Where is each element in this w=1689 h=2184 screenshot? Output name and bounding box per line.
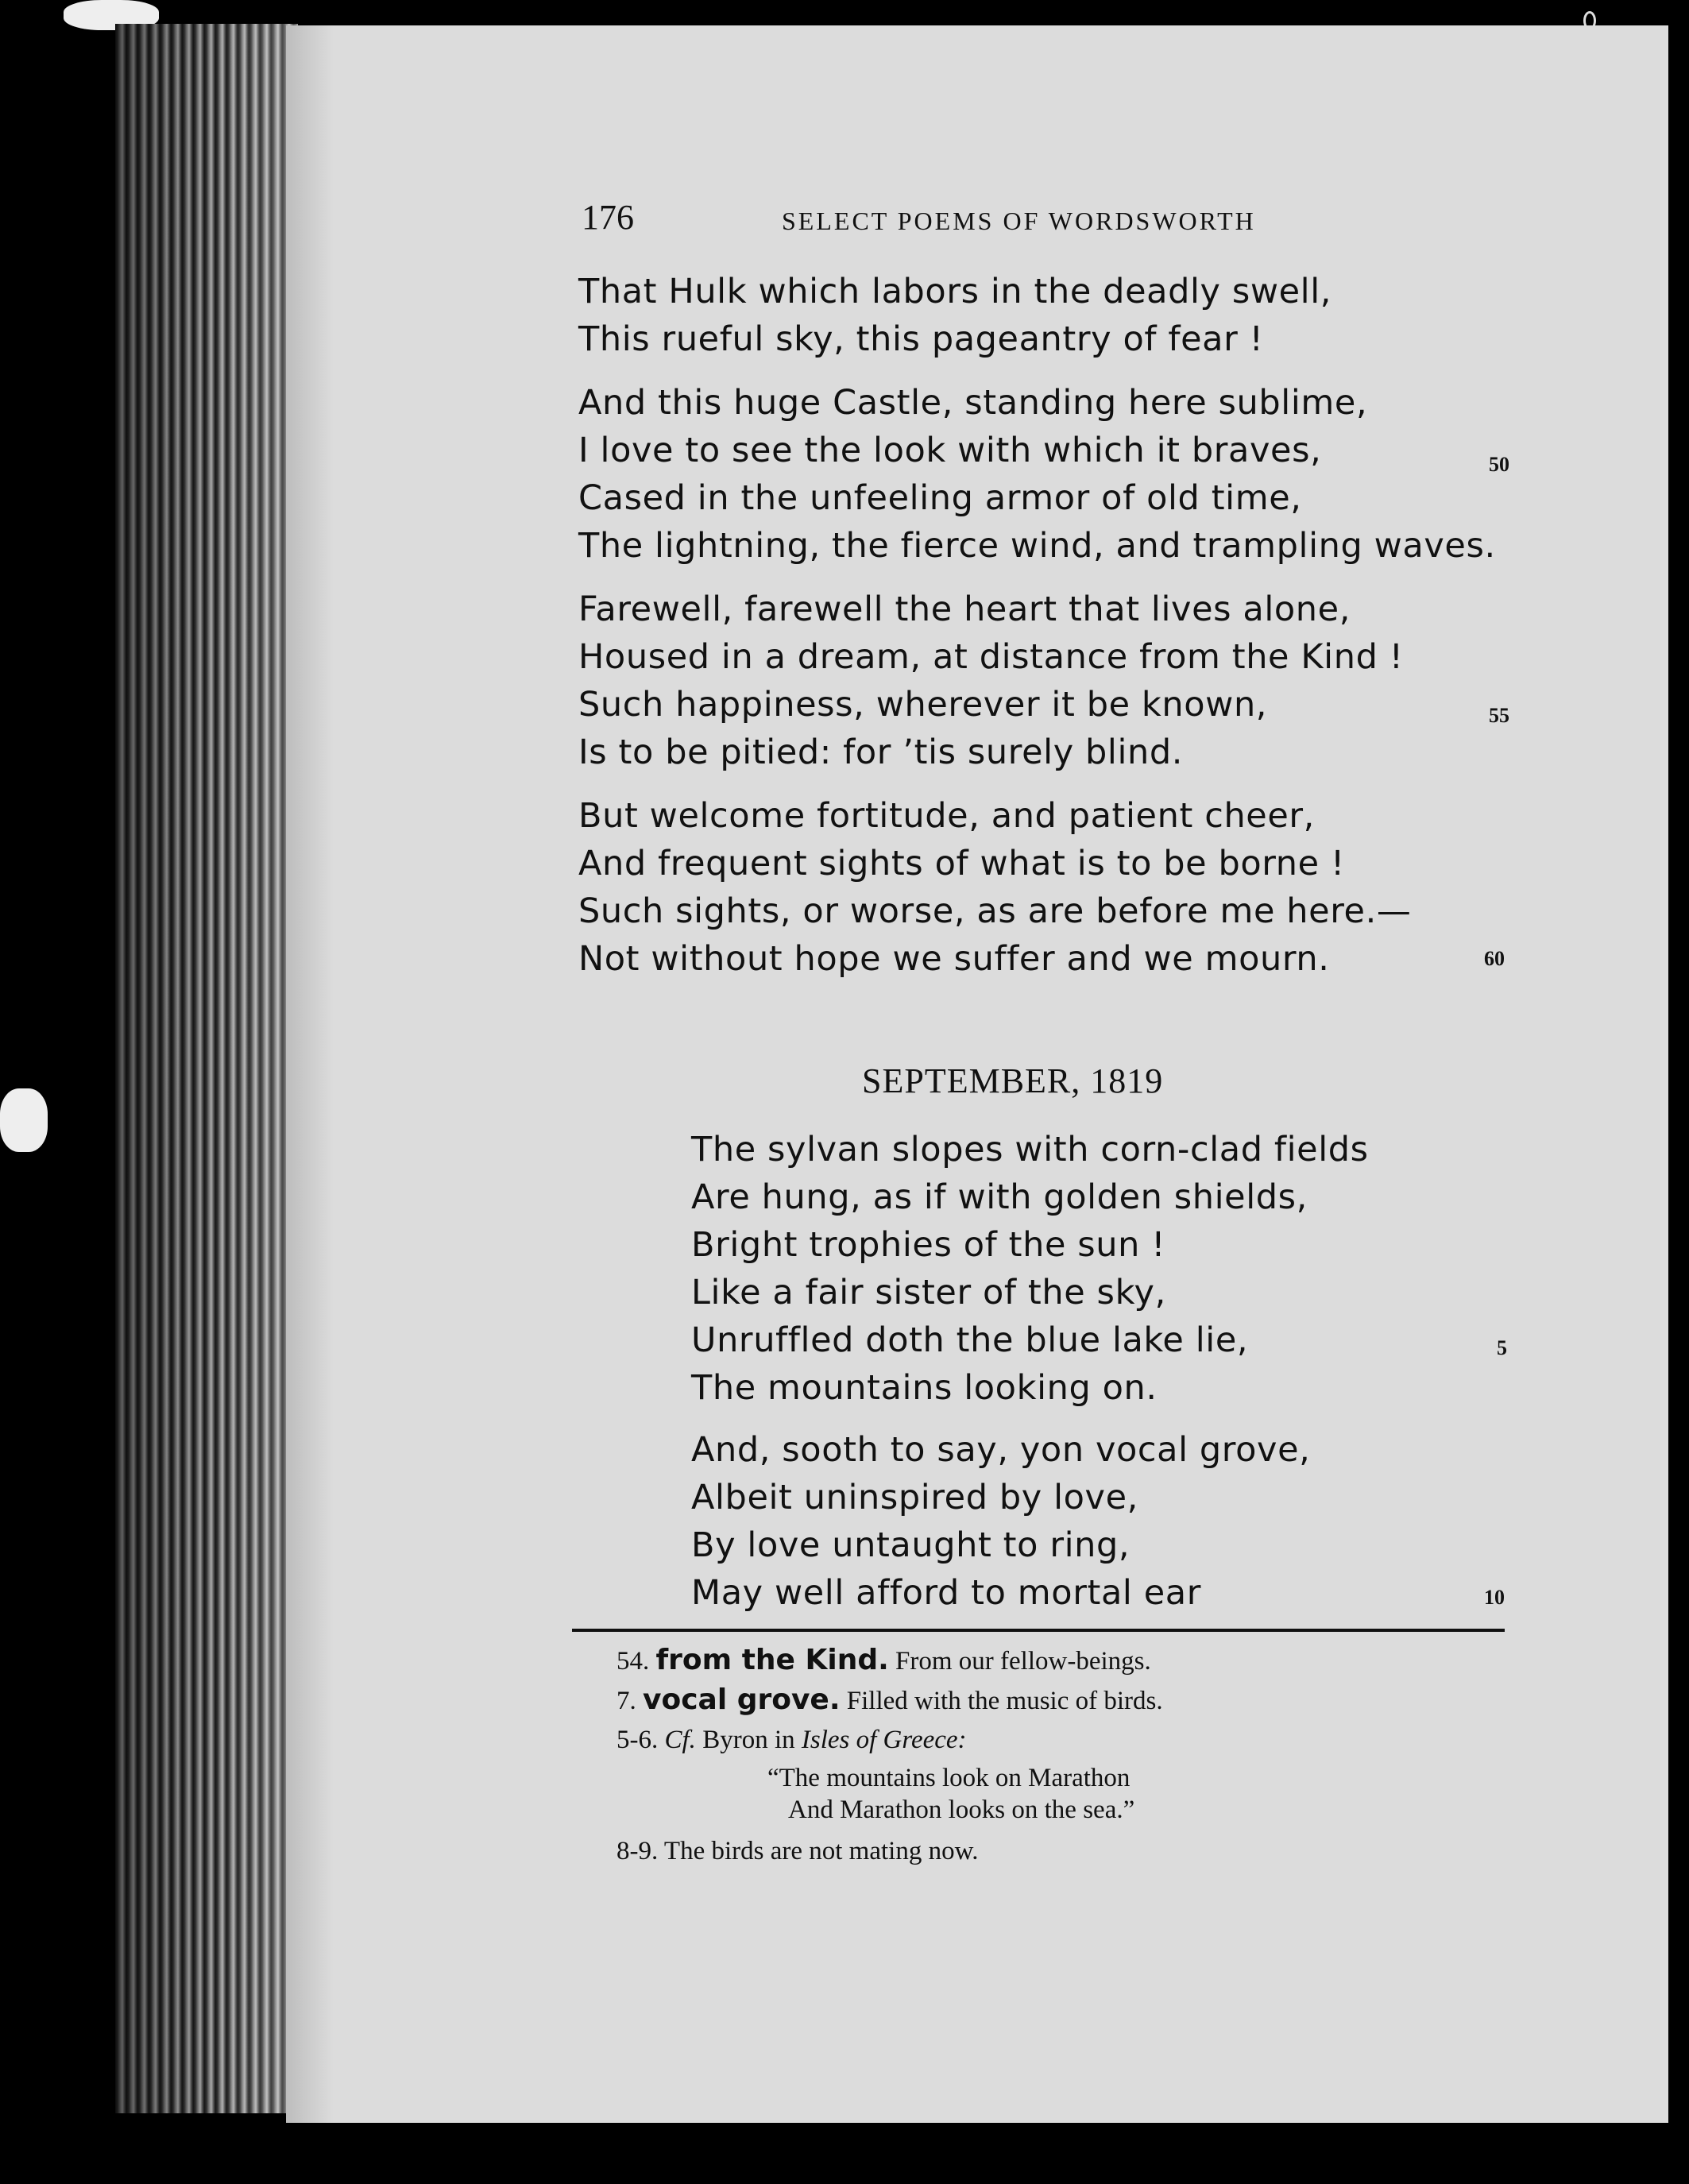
verse-line: Is to be pitied: for ’tis surely blind. — [578, 733, 1184, 772]
verse-line: Unruffled doth the blue lake lie, — [691, 1320, 1249, 1360]
line-number: 55 — [1489, 704, 1509, 727]
verse-line: By love untaught to ring, — [691, 1525, 1131, 1565]
verse-line: Not without hope we suffer and we mourn. — [578, 939, 1330, 979]
footnote-ref: 8-9. — [616, 1837, 659, 1865]
scan-speck — [0, 1088, 48, 1152]
footnote-term: vocal grove. — [643, 1683, 841, 1716]
verse-line: Housed in a dream, at distance from the Kind ! — [578, 637, 1404, 677]
verse-line: And, sooth to say, yon vocal grove, — [691, 1430, 1311, 1470]
footnote — [616, 1722, 967, 1757]
verse-line: May well afford to mortal ear — [691, 1573, 1201, 1613]
footnote-ref: 54. — [616, 1647, 650, 1676]
footnote-ref: 7. — [616, 1687, 636, 1715]
page-edges — [115, 24, 298, 2113]
verse-line: But welcome fortitude, and patient cheer, — [578, 796, 1315, 836]
running-head — [582, 197, 1320, 245]
quote-line: “The mountains look on Marathon — [767, 1764, 1131, 1792]
footnote-text: From our fellow-beings. — [895, 1647, 1151, 1676]
verse-line: Such happiness, wherever it be known, — [578, 685, 1268, 725]
verse-line: The lightning, the fierce wind, and trampling waves. — [578, 526, 1496, 566]
footnote-text: Filled with the music of birds. — [846, 1687, 1163, 1715]
line-number: 5 — [1497, 1336, 1507, 1359]
verse-line: The mountains looking on. — [691, 1368, 1158, 1408]
footnote — [616, 1834, 979, 1869]
verse-line: Albeit uninspired by love, — [691, 1478, 1138, 1517]
footnote-rule — [572, 1629, 1505, 1632]
verse-line: Are hung, as if with golden shields, — [691, 1177, 1308, 1217]
verse-line: Cased in the unfeeling armor of old time, — [578, 478, 1302, 518]
footnote — [616, 1683, 1163, 1718]
running-title: SELECT POEMS OF WORDSWORTH — [782, 207, 1256, 235]
footnote-term: Cf. — [664, 1726, 696, 1754]
verse-line: I love to see the look with which it braves, — [578, 431, 1322, 470]
verse-line: Like a fair sister of the sky, — [691, 1273, 1166, 1312]
poem-title: SEPTEMBER, 1819 — [862, 1061, 1164, 1100]
footnote — [616, 1643, 1151, 1679]
verse-line: And frequent sights of what is to be borne ! — [578, 844, 1345, 883]
verse-line: Such sights, or worse, as are before me here.— — [578, 891, 1412, 931]
verse-line: This rueful sky, this pageantry of fear ! — [578, 319, 1264, 359]
footnote-text: The birds are not mating now. — [663, 1837, 979, 1865]
footnote-term: from the Kind. — [655, 1644, 889, 1676]
line-number: 60 — [1484, 947, 1505, 970]
footnote-text: Byron in — [702, 1726, 795, 1754]
verse-line: Farewell, farewell the heart that lives alone, — [578, 589, 1351, 629]
quote-line: And Marathon looks on the sea.” — [788, 1796, 1135, 1824]
footnote-ref: 5-6. — [616, 1726, 659, 1754]
page-number: 176 — [582, 198, 634, 237]
verse-line: The sylvan slopes with corn-clad fields — [691, 1130, 1369, 1169]
footnote-work-title: Isles of Greece: — [801, 1726, 967, 1754]
verse-line: That Hulk which labors in the deadly swell, — [578, 272, 1332, 311]
line-number: 50 — [1489, 453, 1509, 476]
verse-line: Bright trophies of the sun ! — [691, 1225, 1166, 1265]
line-number: 10 — [1484, 1586, 1505, 1609]
verse-line: And this huge Castle, standing here sublime, — [578, 383, 1368, 423]
